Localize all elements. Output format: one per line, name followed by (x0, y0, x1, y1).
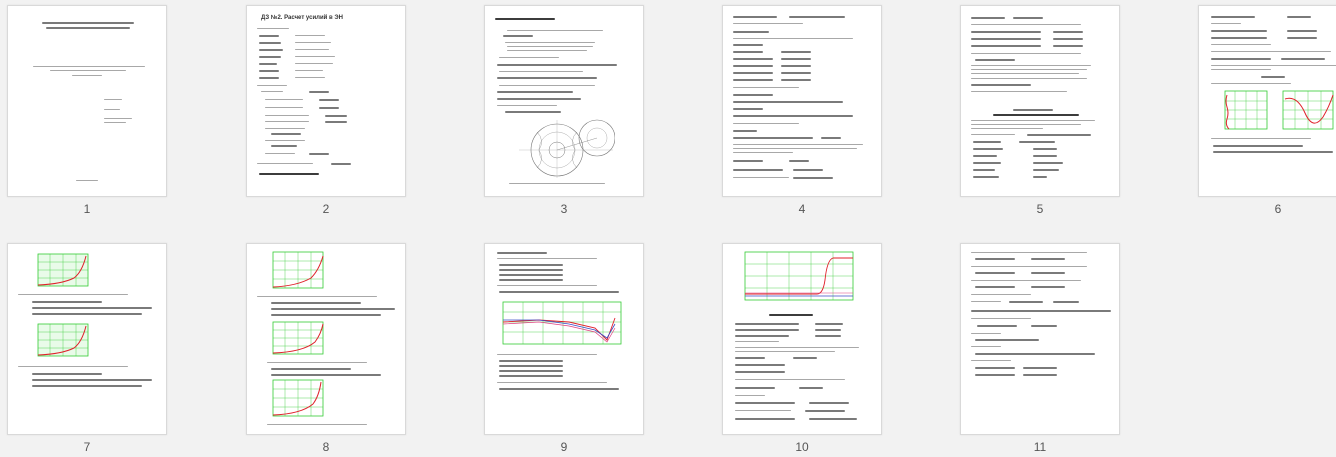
page-5-preview[interactable] (960, 5, 1120, 197)
chart-9 (499, 300, 623, 348)
page-1-preview[interactable] (7, 5, 167, 197)
gear-drawing (515, 118, 615, 178)
page-number-7: 7 (83, 440, 91, 454)
chart-8c (267, 378, 327, 420)
page-10-preview[interactable] (722, 243, 882, 435)
page-3-preview[interactable] (484, 5, 644, 197)
chart-right (1279, 89, 1335, 133)
chart-8a (267, 250, 327, 292)
page-number-3: 3 (560, 202, 568, 216)
page-number-11: 11 (1033, 440, 1047, 454)
page-number-10: 10 (795, 440, 809, 454)
page-number-6: 6 (1274, 202, 1282, 216)
page-thumb-8[interactable] (246, 243, 406, 453)
page-thumb-3[interactable] (484, 5, 644, 215)
page-number-2: 2 (322, 202, 330, 216)
page-thumb-10[interactable] (722, 243, 882, 453)
page-2-preview[interactable] (246, 5, 406, 197)
page-thumb-7[interactable] (7, 243, 167, 453)
page-thumb-5[interactable] (960, 5, 1120, 215)
page-8-preview[interactable] (246, 243, 406, 435)
page-thumb-9[interactable] (484, 243, 644, 453)
page-4-preview[interactable] (722, 5, 882, 197)
page-number-5: 5 (1036, 202, 1044, 216)
page-2-heading: ДЗ №2. Расчет усилий в ЭН (261, 15, 343, 21)
page-thumb-1[interactable] (7, 5, 167, 215)
page-thumb-2[interactable] (246, 5, 406, 215)
page-6-preview[interactable] (1198, 5, 1336, 197)
page-number-4: 4 (798, 202, 806, 216)
chart-left (1221, 89, 1269, 133)
chart-10 (737, 250, 857, 306)
page-thumb-4[interactable] (722, 5, 882, 215)
page-11-preview[interactable] (960, 243, 1120, 435)
chart-7b (32, 322, 92, 360)
page-thumb-11[interactable] (960, 243, 1120, 453)
page-thumb-6[interactable] (1198, 5, 1336, 215)
chart-7a (32, 252, 92, 290)
page-number-1: 1 (83, 202, 91, 216)
page-number-8: 8 (322, 440, 330, 454)
chart-8b (267, 320, 327, 358)
page-9-preview[interactable] (484, 243, 644, 435)
page-7-preview[interactable] (7, 243, 167, 435)
page-number-9: 9 (560, 440, 568, 454)
